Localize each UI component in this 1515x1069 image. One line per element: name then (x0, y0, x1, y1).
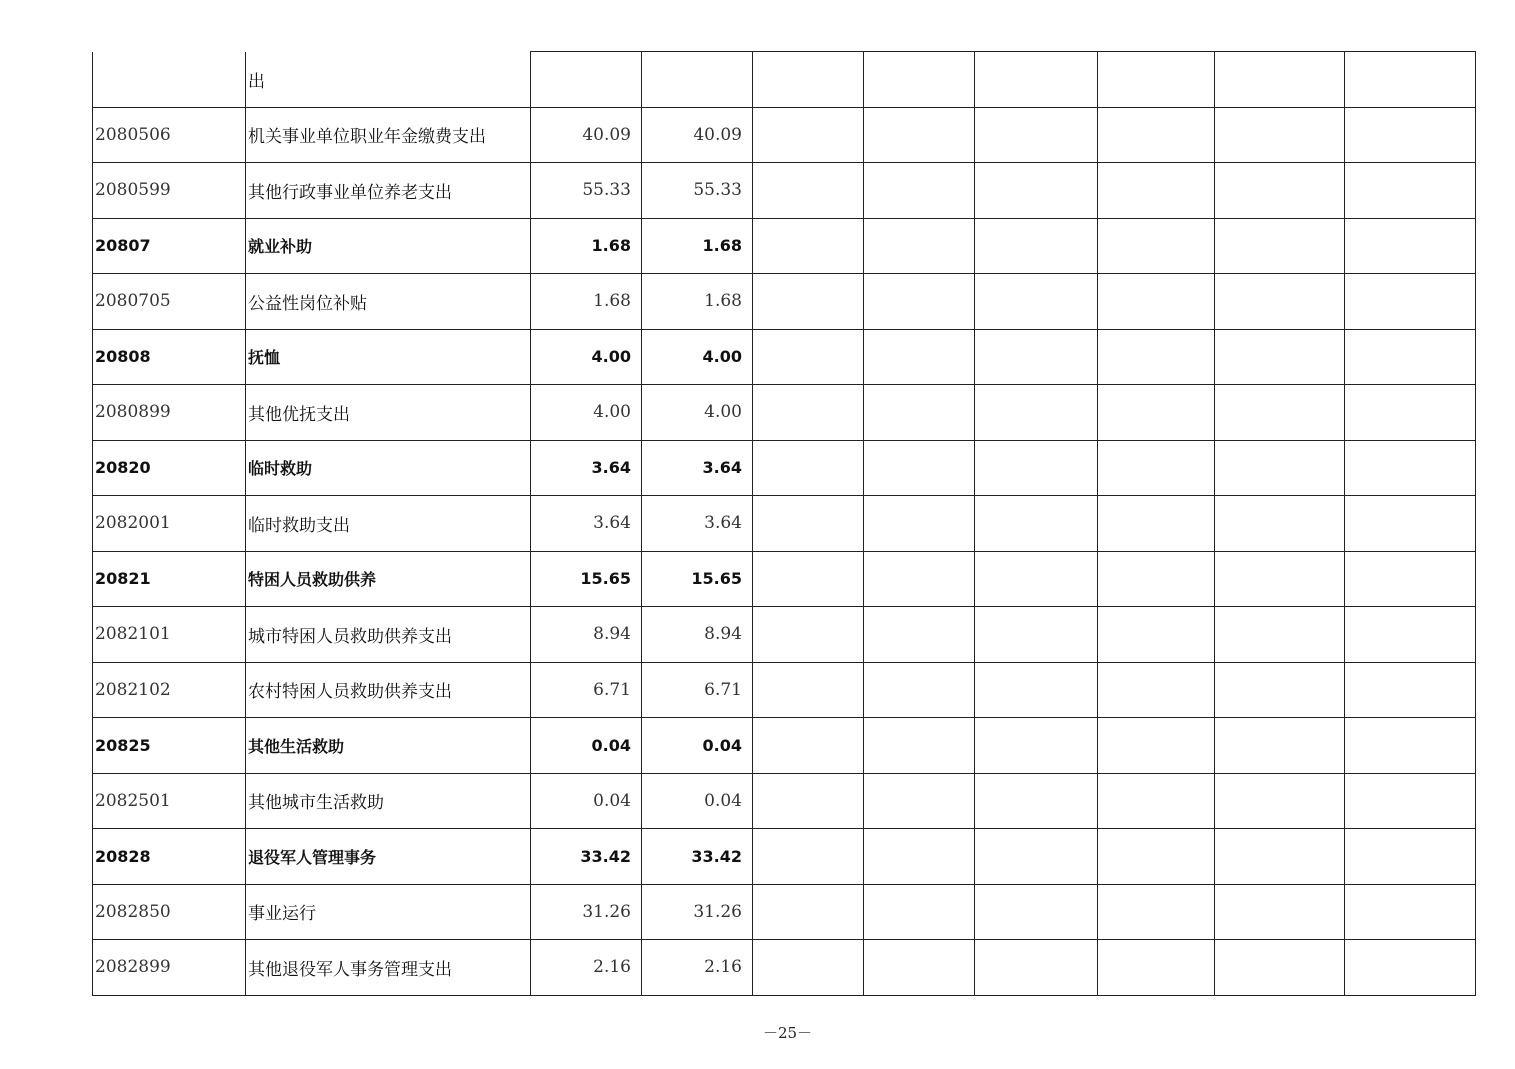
basic-expenditure-cell: 0.04 (642, 718, 753, 774)
empty-cell (1345, 940, 1476, 996)
empty-cell (1345, 607, 1476, 663)
subject-name-cell: 其他城市生活救助 (246, 773, 531, 829)
empty-cell (1098, 274, 1215, 330)
empty-cell (1215, 718, 1345, 774)
basic-expenditure-cell: 0.04 (642, 773, 753, 829)
empty-cell (1098, 163, 1215, 219)
empty-cell (1098, 107, 1215, 163)
empty-cell (1345, 773, 1476, 829)
empty-cell (753, 662, 864, 718)
empty-cell (1098, 662, 1215, 718)
empty-cell (975, 551, 1098, 607)
table-row (93, 884, 1476, 940)
empty-cell (1215, 551, 1345, 607)
empty-cell (864, 718, 975, 774)
empty-cell (1215, 107, 1345, 163)
total-amount-cell: 1.68 (531, 218, 642, 274)
empty-cell (1345, 329, 1476, 385)
empty-cell (975, 607, 1098, 663)
subject-code-cell: 2080705 (93, 274, 246, 330)
empty-cell (864, 218, 975, 274)
subject-name-cell: 其他优抚支出 (246, 385, 531, 441)
budget-table (92, 51, 1476, 996)
empty-cell (1098, 773, 1215, 829)
empty-cell (864, 329, 975, 385)
empty-cell (1098, 218, 1215, 274)
empty-cell (753, 440, 864, 496)
empty-cell (864, 440, 975, 496)
empty-cell (1345, 440, 1476, 496)
empty-cell (1098, 52, 1215, 108)
empty-cell (975, 329, 1098, 385)
total-amount-cell: 3.64 (531, 440, 642, 496)
table-row (93, 440, 1476, 496)
empty-cell (975, 107, 1098, 163)
subject-code-cell: 2082850 (93, 884, 246, 940)
subject-code-cell: 2082102 (93, 662, 246, 718)
empty-cell (975, 884, 1098, 940)
empty-cell (864, 496, 975, 552)
empty-cell (1215, 163, 1345, 219)
empty-cell (864, 385, 975, 441)
empty-cell (975, 662, 1098, 718)
table-row (93, 496, 1476, 552)
basic-expenditure-cell: 3.64 (642, 440, 753, 496)
basic-expenditure-cell: 1.68 (642, 274, 753, 330)
empty-cell (975, 440, 1098, 496)
basic-expenditure-cell: 40.09 (642, 107, 753, 163)
empty-cell (753, 829, 864, 885)
basic-expenditure-cell: 31.26 (642, 884, 753, 940)
empty-cell (1098, 607, 1215, 663)
empty-cell (1215, 940, 1345, 996)
table-row (93, 52, 1476, 108)
subject-name-cell: 特困人员救助供养 (246, 551, 531, 607)
empty-cell (753, 773, 864, 829)
total-amount-cell: 6.71 (531, 662, 642, 718)
empty-cell (1345, 107, 1476, 163)
empty-cell (1345, 274, 1476, 330)
basic-expenditure-cell: 2.16 (642, 940, 753, 996)
basic-expenditure-cell: 8.94 (642, 607, 753, 663)
empty-cell (975, 163, 1098, 219)
total-amount-cell: 33.42 (531, 829, 642, 885)
empty-cell (753, 107, 864, 163)
basic-expenditure-cell: 33.42 (642, 829, 753, 885)
empty-cell (1345, 218, 1476, 274)
empty-cell (1215, 329, 1345, 385)
basic-expenditure-cell: 15.65 (642, 551, 753, 607)
subject-name-cell: 其他行政事业单位养老支出 (246, 163, 531, 219)
empty-cell (1215, 52, 1345, 108)
empty-cell (753, 163, 864, 219)
empty-cell (1345, 662, 1476, 718)
empty-cell (864, 884, 975, 940)
subject-name-cell: 机关事业单位职业年金缴费支出 (246, 107, 531, 163)
empty-cell (1345, 52, 1476, 108)
empty-cell (975, 718, 1098, 774)
total-amount-cell: 0.04 (531, 773, 642, 829)
empty-cell (1215, 607, 1345, 663)
empty-cell (1345, 551, 1476, 607)
subject-code-cell: 2080899 (93, 385, 246, 441)
total-amount-cell: 2.16 (531, 940, 642, 996)
empty-cell (1345, 829, 1476, 885)
total-amount-cell: 4.00 (531, 329, 642, 385)
total-amount-cell: 3.64 (531, 496, 642, 552)
subject-code-cell: 20828 (93, 829, 246, 885)
total-amount-cell: 15.65 (531, 551, 642, 607)
empty-cell (864, 163, 975, 219)
total-amount-cell: 0.04 (531, 718, 642, 774)
empty-cell (753, 52, 864, 108)
empty-cell (1098, 329, 1215, 385)
subject-code-cell: 2082501 (93, 773, 246, 829)
table-row (93, 329, 1476, 385)
empty-cell (1215, 829, 1345, 885)
total-amount-cell: 4.00 (531, 385, 642, 441)
basic-expenditure-cell: 1.68 (642, 218, 753, 274)
total-amount-cell (531, 52, 642, 108)
basic-expenditure-cell: 4.00 (642, 329, 753, 385)
empty-cell (753, 884, 864, 940)
subject-code-cell: 20825 (93, 718, 246, 774)
empty-cell (1098, 496, 1215, 552)
empty-cell (753, 329, 864, 385)
empty-cell (1215, 274, 1345, 330)
subject-name-cell: 城市特困人员救助供养支出 (246, 607, 531, 663)
subject-name-cell: 其他退役军人事务管理支出 (246, 940, 531, 996)
empty-cell (975, 829, 1098, 885)
basic-expenditure-cell (642, 52, 753, 108)
empty-cell (1215, 218, 1345, 274)
empty-cell (1098, 940, 1215, 996)
empty-cell (753, 496, 864, 552)
table-row (93, 551, 1476, 607)
subject-name-cell: 就业补助 (246, 218, 531, 274)
subject-code-cell: 20821 (93, 551, 246, 607)
subject-code-cell: 2082101 (93, 607, 246, 663)
empty-cell (975, 274, 1098, 330)
empty-cell (975, 496, 1098, 552)
empty-cell (864, 551, 975, 607)
empty-cell (1345, 496, 1476, 552)
total-amount-cell: 40.09 (531, 107, 642, 163)
subject-name-cell: 其他生活救助 (246, 718, 531, 774)
empty-cell (1345, 163, 1476, 219)
table-row (93, 163, 1476, 219)
table-row (93, 829, 1476, 885)
subject-name-cell: 临时救助支出 (246, 496, 531, 552)
total-amount-cell: 31.26 (531, 884, 642, 940)
subject-code-cell: 2082899 (93, 940, 246, 996)
empty-cell (975, 385, 1098, 441)
table-row (93, 662, 1476, 718)
table-row (93, 773, 1476, 829)
empty-cell (975, 218, 1098, 274)
empty-cell (1098, 551, 1215, 607)
subject-code-cell: 20820 (93, 440, 246, 496)
empty-cell (1345, 385, 1476, 441)
empty-cell (753, 551, 864, 607)
basic-expenditure-cell: 4.00 (642, 385, 753, 441)
empty-cell (753, 607, 864, 663)
empty-cell (753, 218, 864, 274)
page-number: －25－ (762, 1024, 813, 1042)
empty-cell (975, 773, 1098, 829)
subject-code-cell: 20808 (93, 329, 246, 385)
empty-cell (864, 274, 975, 330)
empty-cell (864, 607, 975, 663)
table-body (93, 52, 1476, 996)
empty-cell (1098, 385, 1215, 441)
subject-name-cell: 临时救助 (246, 440, 531, 496)
empty-cell (864, 52, 975, 108)
empty-cell (753, 718, 864, 774)
empty-cell (864, 662, 975, 718)
table-row (93, 718, 1476, 774)
subject-code-cell (93, 52, 246, 108)
empty-cell (1215, 884, 1345, 940)
basic-expenditure-cell: 6.71 (642, 662, 753, 718)
table-row (93, 385, 1476, 441)
empty-cell (1215, 440, 1345, 496)
subject-code-cell: 20807 (93, 218, 246, 274)
subject-name-cell: 公益性岗位补贴 (246, 274, 531, 330)
table-row (93, 107, 1476, 163)
empty-cell (1345, 718, 1476, 774)
subject-code-cell: 2080599 (93, 163, 246, 219)
empty-cell (1215, 773, 1345, 829)
total-amount-cell: 1.68 (531, 274, 642, 330)
table-row (93, 218, 1476, 274)
total-amount-cell: 55.33 (531, 163, 642, 219)
subject-name-cell: 抚恤 (246, 329, 531, 385)
empty-cell (1215, 662, 1345, 718)
empty-cell (1215, 496, 1345, 552)
table-row (93, 274, 1476, 330)
total-amount-cell: 8.94 (531, 607, 642, 663)
subject-code-cell: 2080506 (93, 107, 246, 163)
subject-name-cell: 退役军人管理事务 (246, 829, 531, 885)
empty-cell (1098, 440, 1215, 496)
empty-cell (1345, 884, 1476, 940)
empty-cell (1215, 385, 1345, 441)
empty-cell (864, 773, 975, 829)
table-row (93, 940, 1476, 996)
empty-cell (1098, 718, 1215, 774)
basic-expenditure-cell: 3.64 (642, 496, 753, 552)
empty-cell (1098, 884, 1215, 940)
subject-name-cell: 事业运行 (246, 884, 531, 940)
empty-cell (864, 107, 975, 163)
empty-cell (753, 385, 864, 441)
empty-cell (1098, 829, 1215, 885)
subject-name-cell: 农村特困人员救助供养支出 (246, 662, 531, 718)
subject-name-cell: 出 (246, 52, 531, 108)
empty-cell (975, 940, 1098, 996)
table-row (93, 607, 1476, 663)
empty-cell (753, 274, 864, 330)
empty-cell (975, 52, 1098, 108)
empty-cell (753, 940, 864, 996)
subject-code-cell: 2082001 (93, 496, 246, 552)
empty-cell (864, 829, 975, 885)
basic-expenditure-cell: 55.33 (642, 163, 753, 219)
empty-cell (864, 940, 975, 996)
